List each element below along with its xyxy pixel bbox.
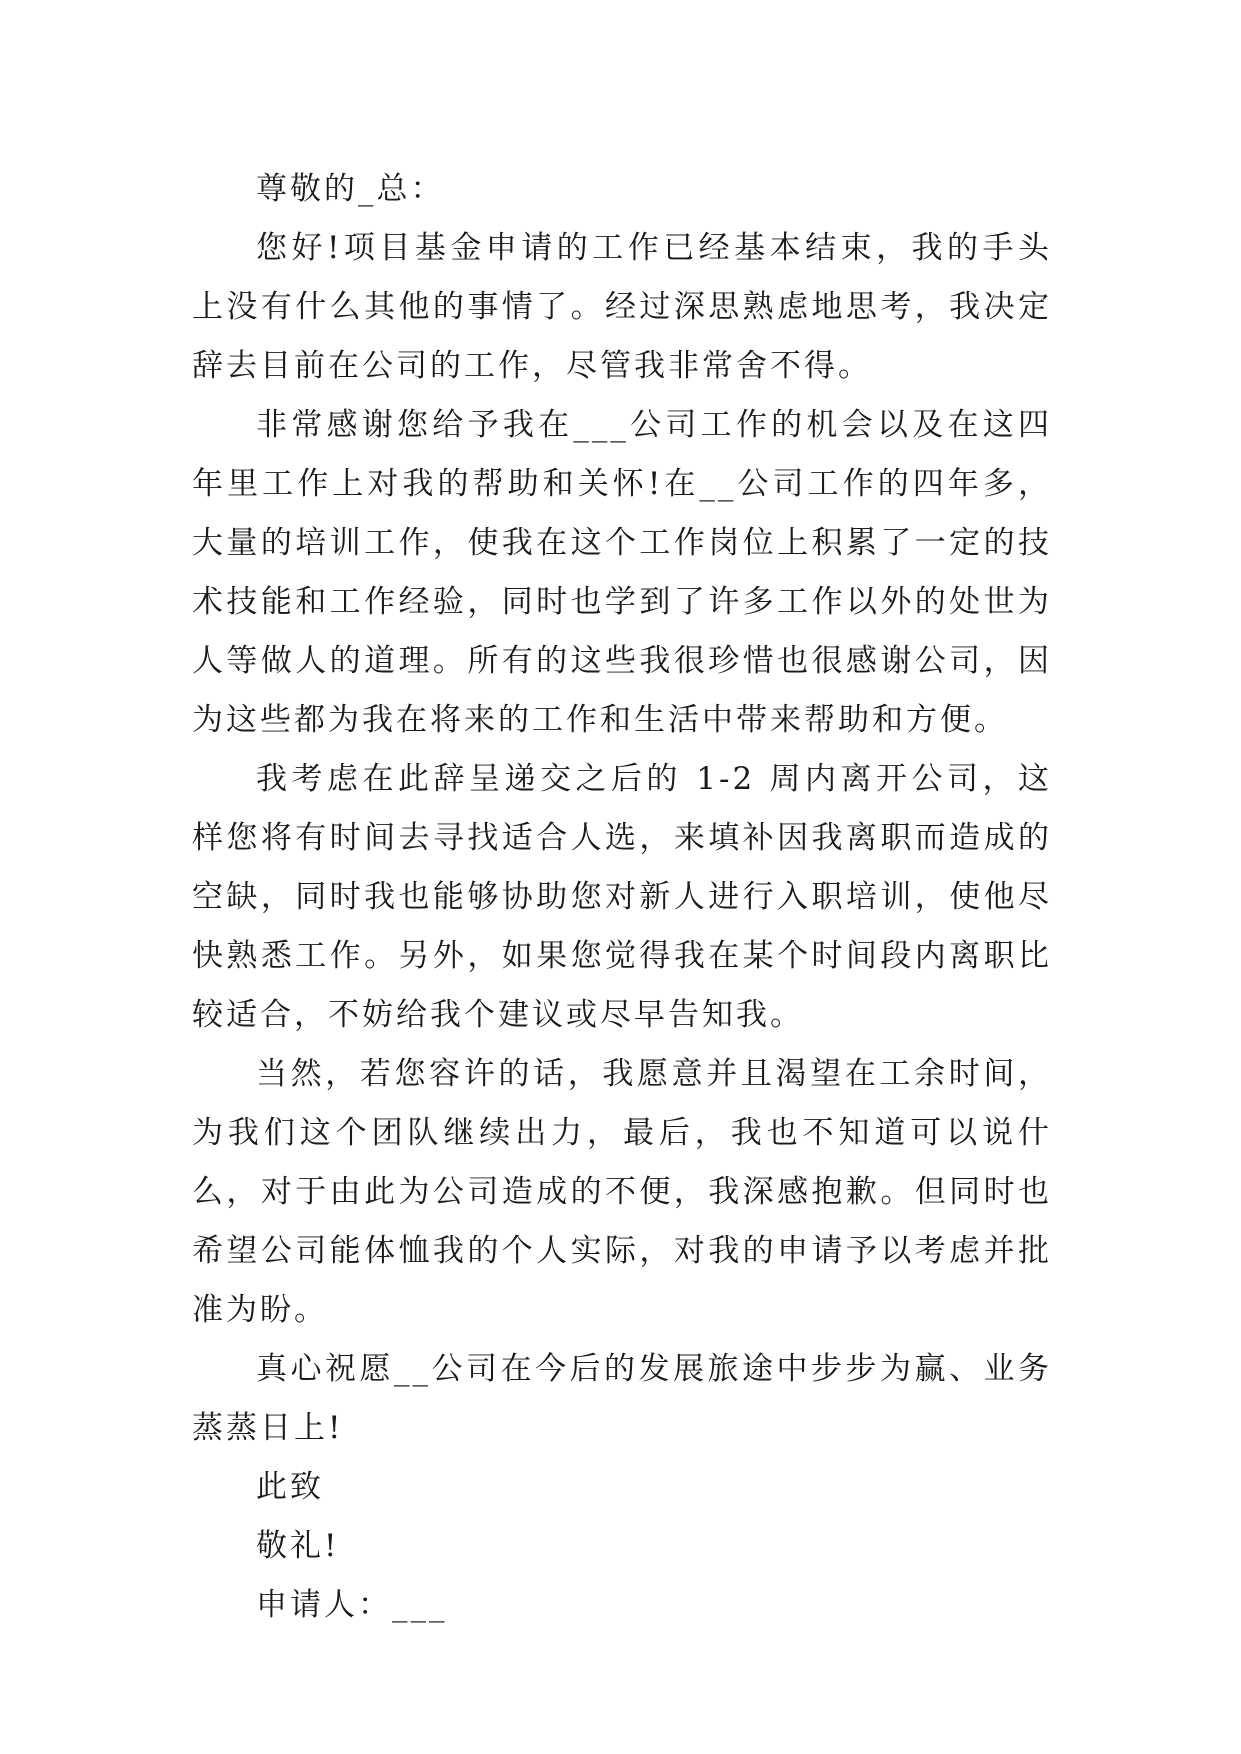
paragraph-4: 当然，若您容许的话，我愿意并且渴望在工余时间，为我们这个团队继续出力，最后，我也不知道可以说什么，对于由此为公司造成的不便，我深感抱歉。但同时也希望公司能体恤我的个人实际，对我的申请予以考虑并批准为盼。 — [192, 1056, 1052, 1328]
closing-salute: 敬礼! — [256, 1528, 340, 1564]
closing-regards: 此致 — [256, 1469, 324, 1505]
signature-line: 申请人：___ — [256, 1587, 448, 1623]
letter-body — [192, 160, 1052, 1635]
salutation: 尊敬的_总： — [256, 171, 445, 207]
paragraph-5: 真心祝愿__公司在今后的发展旅途中步步为赢、业务蒸蒸日上! — [192, 1351, 1052, 1446]
paragraph-3: 我考虑在此辞呈递交之后的 1-2 周内离开公司，这样您将有时间去寻找适合人选，来填补因我离职而造成的空缺，同时我也能够协助您对新人进行入职培训，使他尽快熟悉工作。另外，如果您觉得我在某个时间段内离职比较适合，不妨给我个建议或尽早告知我。 — [192, 761, 1052, 1033]
paragraph-2: 非常感谢您给予我在___公司工作的机会以及在这四年里工作上对我的帮助和关怀!在__公司工作的四年多，大量的培训工作，使我在这个工作岗位上积累了一定的技术技能和工作经验，同时也学到了许多工作以外的处世为人等做人的道理。所有的这些我很珍惜也很感谢公司，因为这些都为我在将来的工作和生活中带来帮助和方便。 — [192, 407, 1052, 738]
paragraph-1: 您好!项目基金申请的工作已经基本结束，我的手头上没有什么其他的事情了。经过深思熟虑地思考，我决定辞去目前在公司的工作，尽管我非常舍不得。 — [192, 230, 1052, 384]
